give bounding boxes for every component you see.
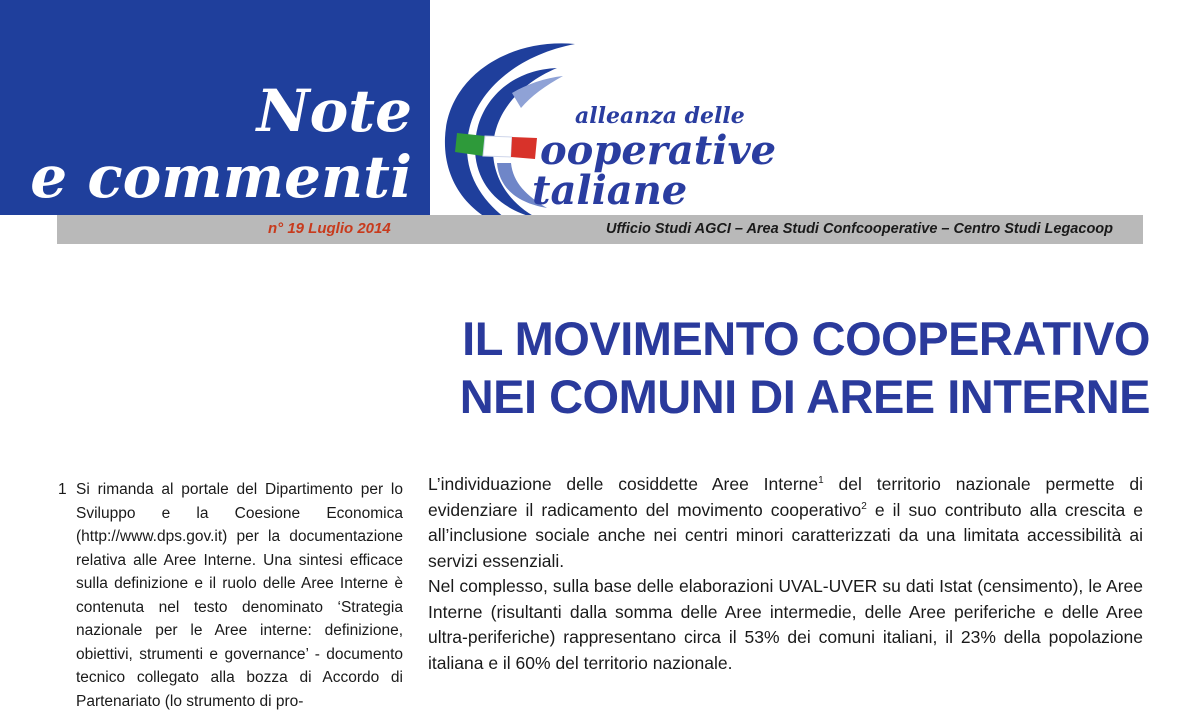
footnote-ref-2[interactable]: 2 (861, 500, 867, 512)
logo-text-line2: ooperative (540, 127, 777, 174)
paragraph-1-part-b: del territorio nazionale permette di evidenziare il radicamento del movimento cooperativo (428, 474, 1144, 520)
study-offices: Ufficio Studi AGCI – Area Studi Confcooperative – Centro Studi Legacoop (606, 221, 1114, 237)
footnote-number: 1 (58, 481, 67, 498)
paragraph-2: Nel complesso, sulla base delle elaborazioni UVAL-UVER su dati Istat (censimento), le Aree Interne (risultanti dalla somma delle Aree intermedie, delle Aree periferiche e delle Aree ultra-periferiche) rappresentano circa il 53% dei comuni italiani, il 23% della popolazione italiana e il 60% del territorio nazionale. (428, 576, 1143, 673)
paragraph-1 (428, 472, 1143, 574)
logo-text-line3: taliane (532, 167, 688, 214)
issue-number: n° 19 Luglio 2014 (268, 220, 391, 237)
footnote-1 (58, 478, 403, 713)
article-title-line2: NEI COMUNI DI AREE INTERNE (459, 370, 1150, 423)
paragraph-1-part-a: L’individuazione delle cosiddette Aree Interne (428, 474, 819, 494)
article-title (420, 310, 1150, 426)
header-banner (0, 0, 430, 215)
article-title-line1: IL MOVIMENTO COOPERATIVO (462, 312, 1150, 365)
publication-title-line2: e commenti (30, 143, 412, 211)
publication-title-line1: Note (256, 77, 412, 145)
logo-text-line1: alleanza delle (575, 103, 745, 129)
paragraph-1-part-c: e il suo contributo alla crescita e all’inclusione sociale anche nei centri minori caratterizzati da una limitata accessibilità ai servizi essenziali. (428, 499, 1143, 571)
footnote-ref-1[interactable]: 1 (818, 475, 824, 487)
article-body (428, 472, 1143, 676)
footnote-text: Si rimanda al portale del Dipartimento per lo Sviluppo e la Coesione Economica (http://www.dps.gov.it) per la documentazione relativa alle Aree Interne. Una sintesi efficace sulla definizione e il ruolo delle Aree Interne è contenuta nel testo denominato ‘Strategia nazionale per le Aree interne: definizione, obiettivi, strumenti e governance’ - documento tecnico collegato alla bozza di Accordo di Partenariato (lo strumento di pro- (76, 481, 403, 710)
